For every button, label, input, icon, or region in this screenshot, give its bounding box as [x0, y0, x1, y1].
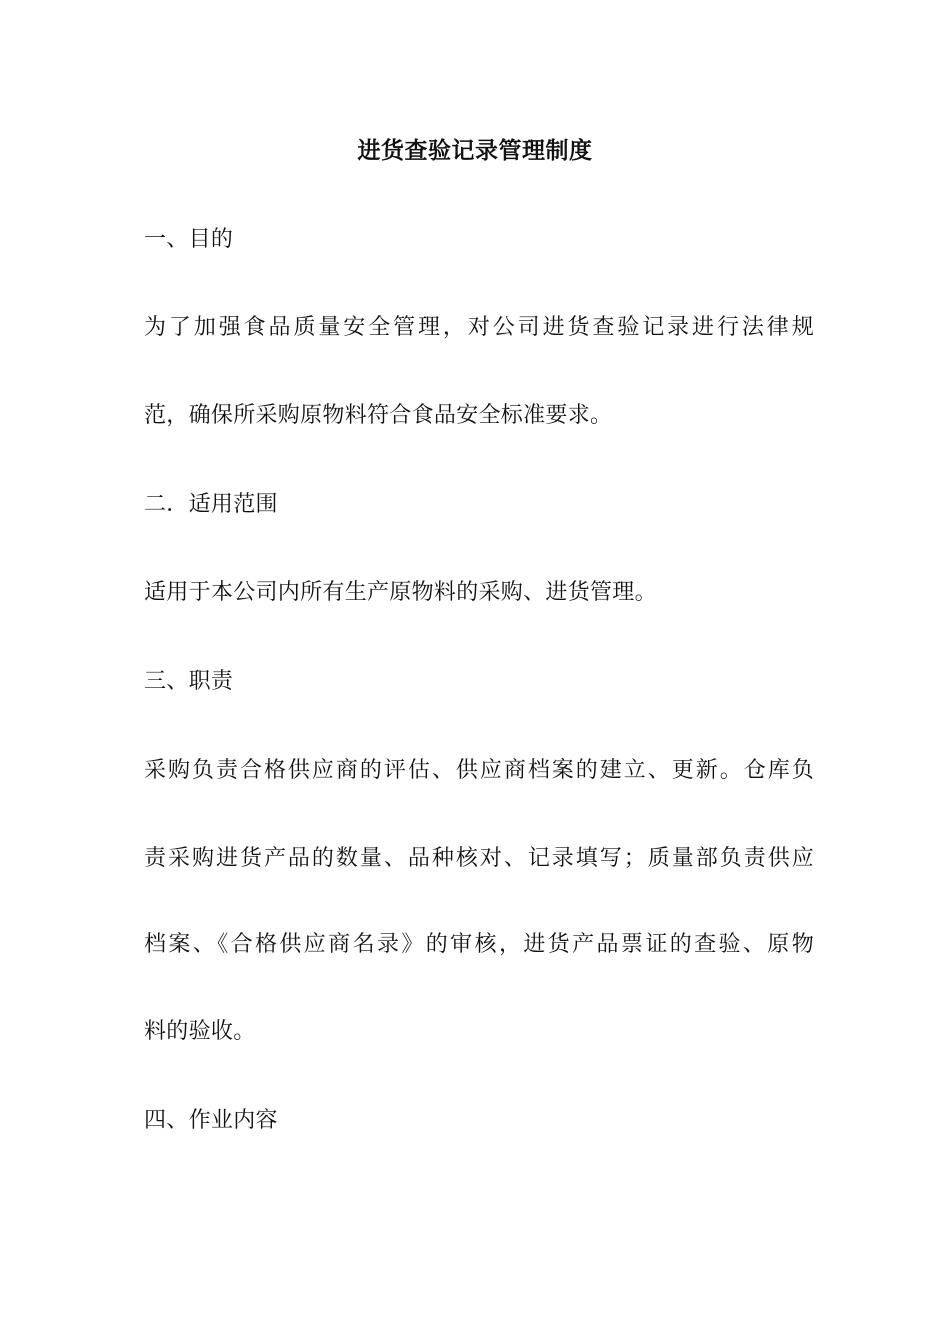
section-heading-purpose: 一、目的	[144, 227, 234, 252]
paragraph-line: 责采购进货产品的数量、品种核对、记录填写；质量部负责供应	[144, 846, 814, 871]
paragraph-line: 料的验收。	[144, 1019, 256, 1044]
paragraph-line: 为了加强食品质量安全管理，对公司进货查验记录进行法律规	[144, 315, 814, 340]
section-heading-responsibilities: 三、职责	[144, 669, 234, 694]
section-heading-scope: 二．适用范围	[144, 492, 278, 517]
paragraph-line: 范，确保所采购原物料符合食品安全标准要求。	[144, 403, 613, 428]
section-heading-operations: 四、作业内容	[144, 1108, 278, 1133]
paragraph-line: 适用于本公司内所有生产原物料的采购、进货管理。	[144, 580, 657, 605]
paragraph-line: 采购负责合格供应商的评估、供应商档案的建立、更新。仓库负	[144, 758, 814, 783]
document-title: 进货查验记录管理制度	[357, 138, 593, 164]
paragraph-line: 档案、《合格供应商名录》的审核，进货产品票证的查验、原物	[144, 932, 814, 957]
